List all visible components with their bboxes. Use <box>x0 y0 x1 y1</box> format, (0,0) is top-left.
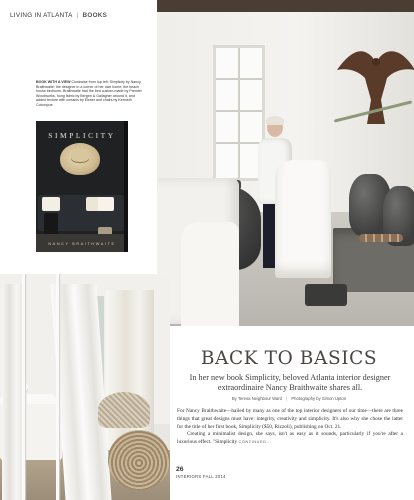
article-body <box>177 408 403 447</box>
book-spine-edge <box>124 121 128 252</box>
woven-basket-graphic <box>108 430 170 490</box>
body-paragraph-2-text: Creating a minimalist design, she says, isn't as easy as it sounds, particularly if you're after a luxurious effect. "Simplicity <box>177 431 403 446</box>
category-label: BOOKS <box>82 11 108 19</box>
writer-credit: By Teresa Neighbour Ward <box>231 396 282 401</box>
bedroom-photo <box>0 274 170 500</box>
stool-graphic <box>305 284 347 306</box>
book-title: SIMPLICITY <box>48 131 116 140</box>
section-label: LIVING IN ATLANTA <box>10 11 73 19</box>
pillow-graphic <box>98 197 114 211</box>
caption-text: Clockwise from top left: Simplicity by Nancy Braithwaite; the designer in a corner of her own home; the beach house bedroom. Braithwaite had the bed custom-made by Premier Woodworks, hung fabric by Bergen & Gallagher around it, and added texture with curtains by Elsner and chairs by Kenneth Cobonpue. <box>36 80 142 107</box>
bed-post-graphic <box>56 274 59 500</box>
page-number: 26 <box>176 466 184 473</box>
bed-post-graphic <box>22 274 25 500</box>
issue-label: INTERIORS FALL 2014 <box>176 474 226 479</box>
window-mullion <box>238 48 240 178</box>
photo-caption <box>36 80 144 108</box>
living-room-photo <box>157 0 414 326</box>
white-armchair-graphic <box>275 160 331 278</box>
sofa-arm-graphic <box>181 222 239 326</box>
article-credits <box>176 396 402 401</box>
eagle-sculpture-icon <box>333 40 414 136</box>
wooden-beads-graphic <box>359 234 403 242</box>
hat-crown-graphic <box>71 150 89 162</box>
continued-link[interactable]: CONTINUED... <box>238 440 272 445</box>
section-header <box>10 9 107 21</box>
window-mullion <box>216 142 262 144</box>
window-mullion <box>216 110 262 112</box>
credit-separator: | <box>286 396 288 401</box>
caption-lead: BOOK WITH A VIEW <box>36 80 71 84</box>
section-separator: | <box>76 11 79 19</box>
pillow-graphic <box>42 197 60 211</box>
article-headline: BACK TO BASICS <box>200 348 378 369</box>
body-paragraph-1: For Nancy Braithwaite—hailed by many as one of the top interior designers of our time—there are three things that great designs must have: integrity, creativity and simplicity. It's also why she chose the latter for the title of her first book, Simplicity ($50, Rizzoli), publishing on Oct. 21. <box>177 408 403 430</box>
article-deck: In her new book Simplicity, beloved Atlanta interior designer extraordinaire Nancy Braithwaite shares all. <box>189 373 391 392</box>
window-mullion <box>216 78 262 80</box>
bed-curtain-graphic <box>2 284 24 500</box>
photo-credit: Photography by Simon Upton <box>291 396 347 401</box>
body-paragraph-2 <box>177 431 403 447</box>
designer-hair-graphic <box>266 116 284 125</box>
ceiling-beam-graphic <box>157 0 414 12</box>
book-author: NANCY BRAITHWAITE <box>48 242 116 246</box>
book-cover-image <box>36 121 128 252</box>
rattan-chair-graphic <box>98 392 150 428</box>
